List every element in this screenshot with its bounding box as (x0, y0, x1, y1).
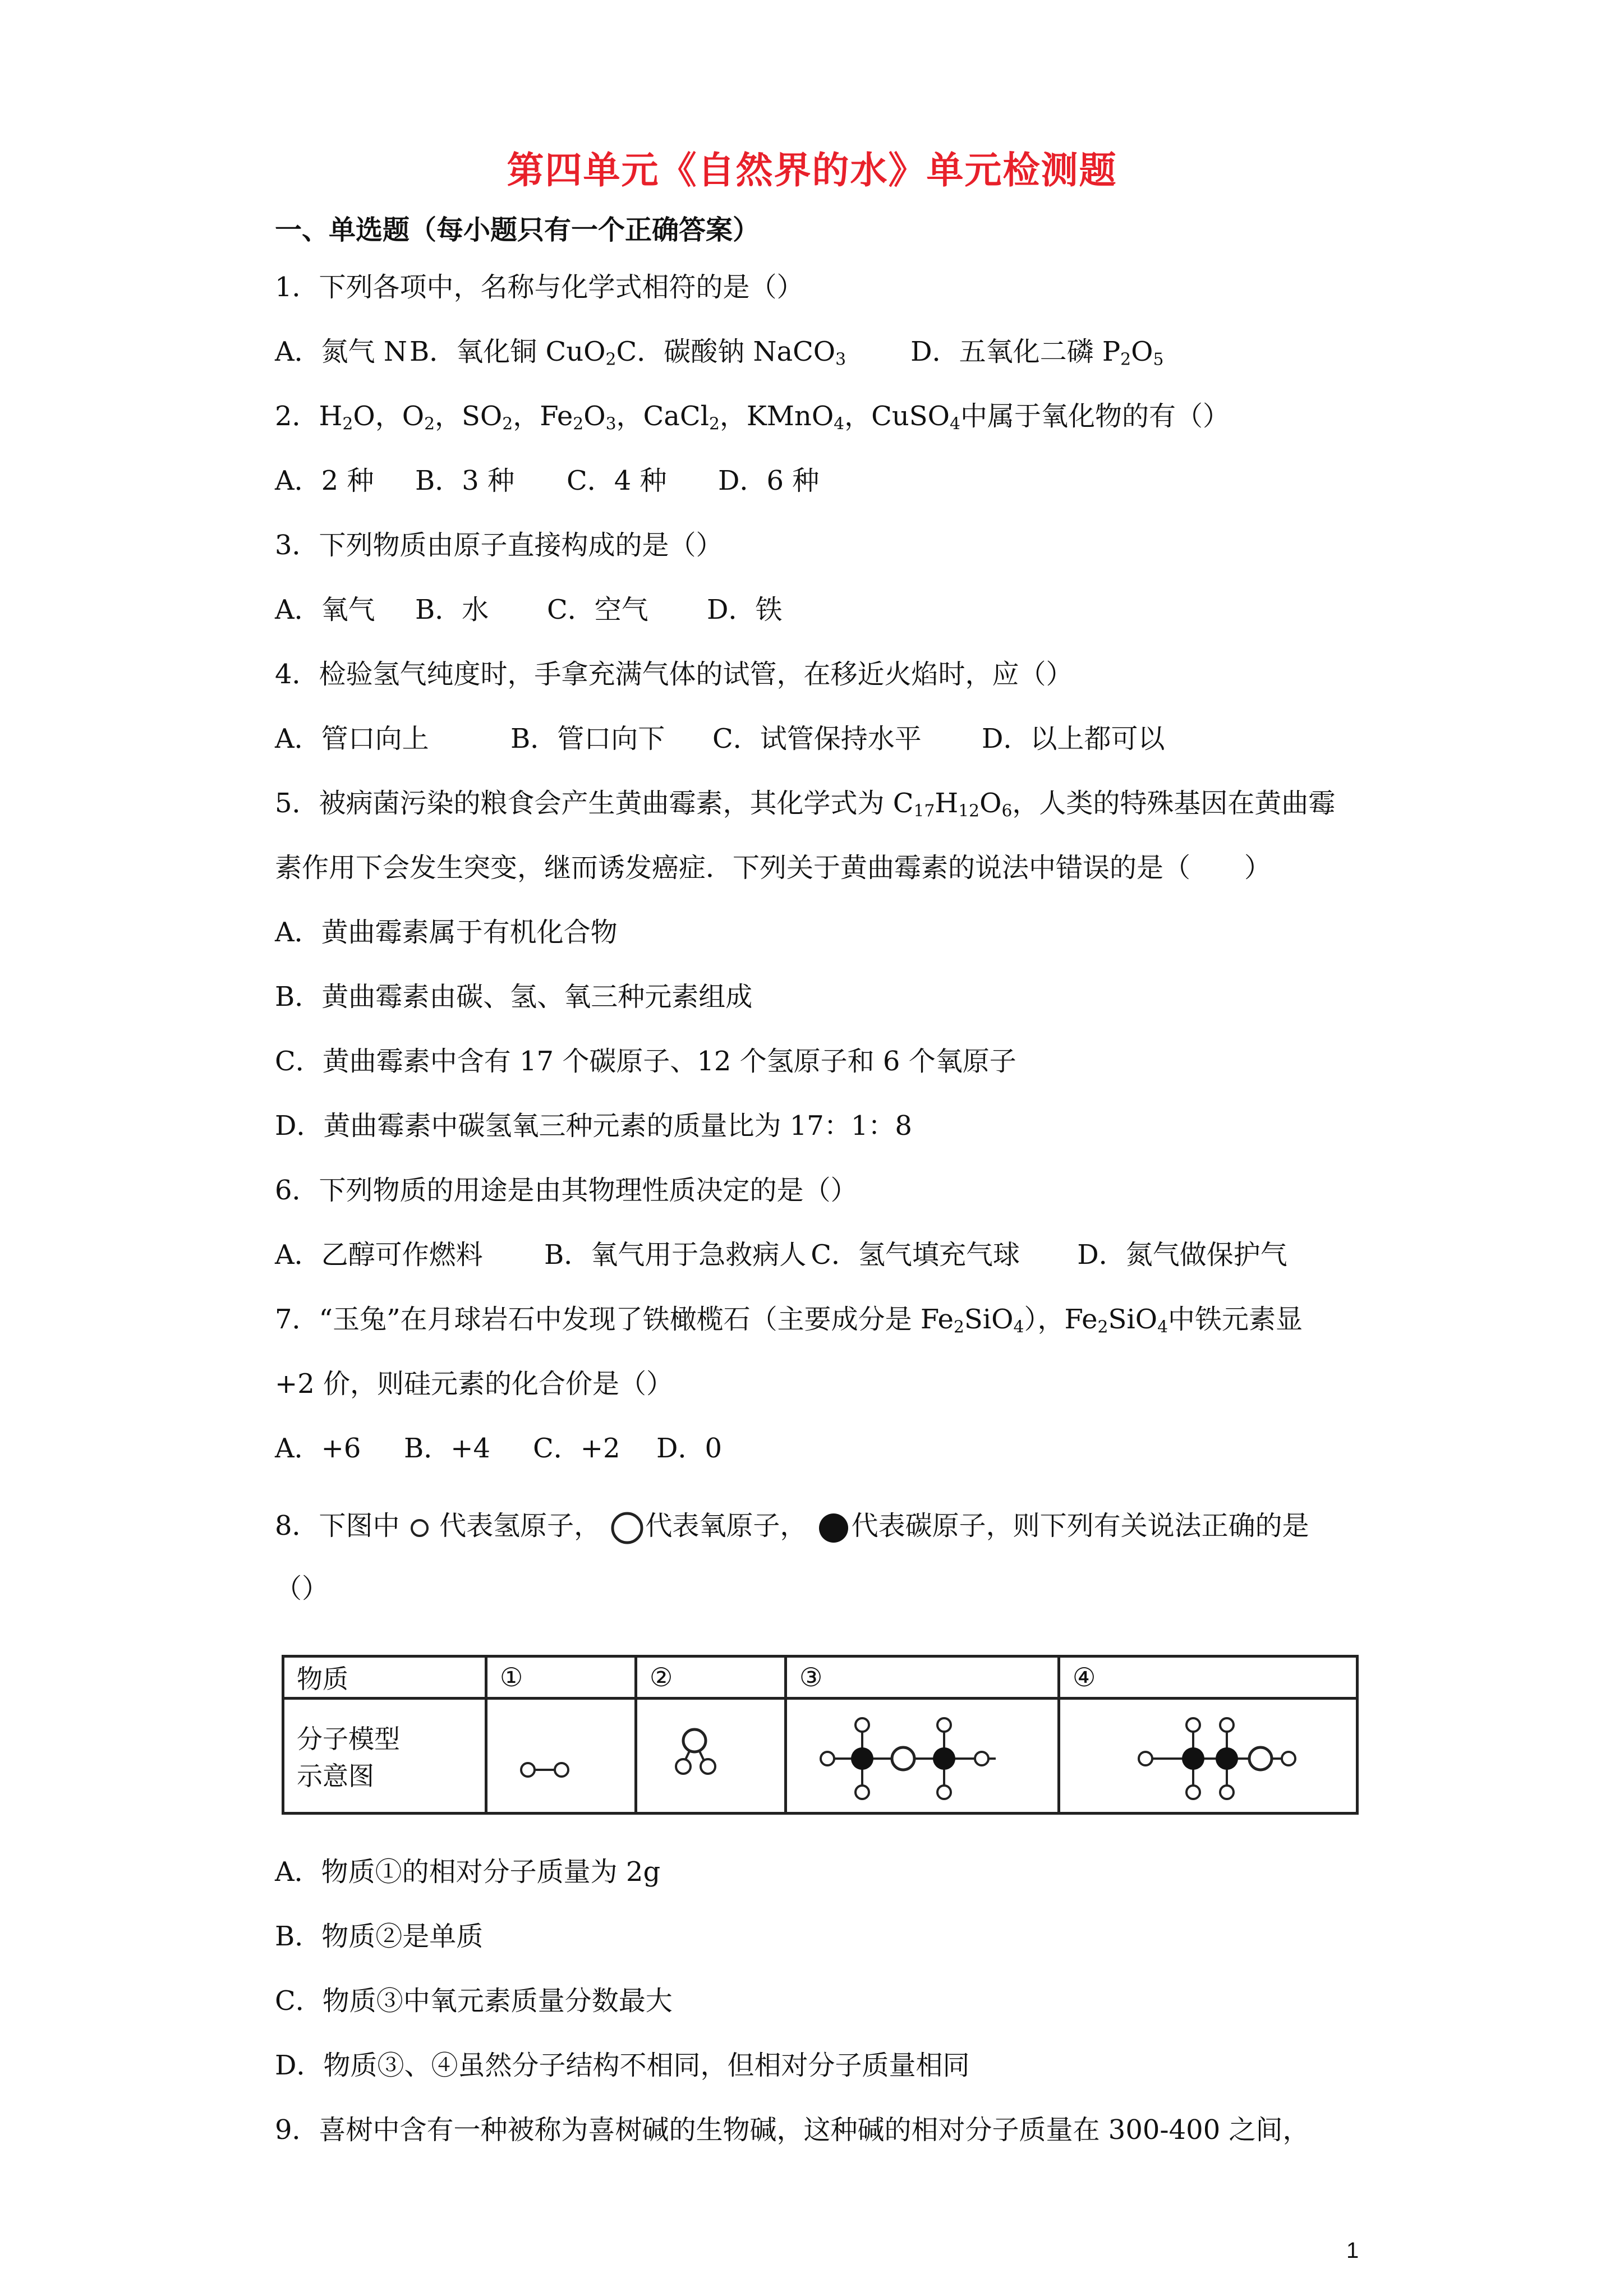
table-header-substance: 物质 (283, 1657, 486, 1699)
molecule-3-diagram (799, 1703, 1035, 1809)
option-d: D．铁 (707, 594, 783, 625)
table-header-4: ④ (1059, 1657, 1358, 1699)
option-a: A．2 种 (275, 465, 374, 496)
question-1-options (275, 334, 1369, 370)
question-7-line-1: 7．“玉兔”在月球岩石中发现了铁橄榄石（主要成分是 $Fe_2SiO_4$），$Fe_2SiO_4$中铁元素显 (275, 1304, 1303, 1337)
option-d: D．以上都可以 (982, 723, 1165, 754)
page-title: 第四单元《自然界的水》单元检测题 (507, 148, 1117, 192)
molecule-2-cell (636, 1699, 786, 1814)
question-8-line-1: 8．下图中 代表氢原子， 代表氧原子， 代表碳原子，则下列有关说法正确的是 (275, 1503, 1369, 1548)
question-8-option-a: A．物质①的相对分子质量为 2g (275, 1856, 661, 1888)
option-d: D．0 (656, 1433, 723, 1464)
molecule-2-diagram (650, 1708, 762, 1803)
question-9-line-1: 9．喜树中含有一种被称为喜树碱的生物碱，这种碱的相对分子质量在 300-400 之间， (275, 2114, 1310, 2146)
question-7-line-2: +2 价，则硅元素的化合价是（） (275, 1368, 674, 1400)
table-header-1: ① (486, 1657, 636, 1699)
option-c: C．空气 (547, 594, 648, 625)
oxygen-atom-icon (609, 1510, 645, 1546)
question-2: 2．$H_2O$，$O_2$，$SO_2$，$Fe_2O_3$，CaCl$_2$，KMnO$_4$，CuSO$_4$中属于氧化物的有（） (275, 401, 1230, 434)
option-c: C．试管保持水平 (712, 723, 922, 754)
question-1: 1．下列各项中，名称与化学式相符的是（） (275, 272, 804, 303)
question-3: 3．下列物质由原子直接构成的是（） (275, 530, 723, 561)
table-header-3: ③ (786, 1657, 1059, 1699)
option-b: B．管口向下 (510, 723, 665, 754)
option-b: B．氧化铜 CuO$_2$ (410, 336, 617, 370)
question-8-option-b: B．物质②是单质 (275, 1921, 484, 1952)
question-5-line-2: 素作用下会发生突变，继而诱发癌症．下列关于黄曲霉素的说法中错误的是（ ） (275, 852, 1272, 884)
question-5-line-1: 5．被病菌污染的粮食会产生黄曲霉素，其化学式为 $C_{17}H_{12}O_6$，人类的特殊基因在黄曲霉 (275, 788, 1336, 821)
option-d: D．五氧化二磷 $P_2O_5$ (910, 336, 1164, 370)
option-b: B．3 种 (415, 465, 515, 496)
question-8-line-2: （） (275, 1573, 329, 1604)
question-3-options (275, 592, 1369, 628)
page-number: 1 (1346, 2238, 1359, 2263)
question-8-option-d: D．物质③、④虽然分子结构不相同，但相对分子质量相同 (275, 2050, 970, 2081)
option-d: D．6 种 (718, 465, 820, 496)
option-a: A．管口向上 (275, 723, 429, 754)
molecule-1-cell (486, 1699, 636, 1814)
molecule-4-cell (1059, 1699, 1358, 1814)
molecule-model-table (282, 1655, 1359, 1815)
option-b: B．氧气用于急救病人 (544, 1239, 807, 1271)
option-a: A．氮气 N (275, 336, 407, 367)
question-5-option-b: B．黄曲霉素由碳、氢、氧三种元素组成 (275, 981, 753, 1013)
option-c: C．4 种 (567, 465, 667, 496)
option-a: A．乙醇可作燃料 (275, 1239, 483, 1271)
hydrogen-atom-icon (408, 1517, 431, 1539)
question-7-options (275, 1430, 1369, 1466)
molecule-3-cell (786, 1699, 1059, 1814)
option-b: B．水 (415, 594, 489, 625)
option-c: C．+2 (533, 1433, 620, 1464)
option-b: B．+4 (404, 1433, 491, 1464)
option-a: A．氧气 (275, 594, 375, 625)
molecule-1-diagram (500, 1708, 612, 1803)
carbon-atom-icon (816, 1510, 852, 1546)
question-4: 4．检验氢气纯度时，手拿充满气体的试管，在移近火焰时，应（） (275, 659, 1073, 690)
option-a: A．+6 (275, 1433, 361, 1464)
question-4-options (275, 721, 1369, 757)
table-row-label: 分子模型 示意图 (283, 1699, 486, 1814)
question-5-option-a: A．黄曲霉素属于有机化合物 (275, 917, 618, 948)
question-2-options (275, 463, 1369, 499)
option-c: C．碳酸钠 NaCO$_3$ (616, 336, 846, 370)
molecule-4-diagram (1073, 1703, 1308, 1809)
table-header-2: ② (636, 1657, 786, 1699)
question-8-option-c: C．物质③中氧元素质量分数最大 (275, 1985, 673, 2017)
option-d: D．氮气做保护气 (1077, 1239, 1287, 1271)
question-5-option-d: D．黄曲霉素中碳氢氧三种元素的质量比为 17：1：8 (275, 1110, 912, 1142)
question-6: 6．下列物质的用途是由其物理性质决定的是（） (275, 1175, 858, 1206)
section-heading: 一、单选题（每小题只有一个正确答案） (275, 214, 760, 246)
question-6-options (275, 1237, 1369, 1273)
option-c: C．氢气填充气球 (811, 1239, 1020, 1271)
question-5-option-c: C．黄曲霉素中含有 17 个碳原子、12 个氢原子和 6 个氧原子 (275, 1046, 1016, 1077)
